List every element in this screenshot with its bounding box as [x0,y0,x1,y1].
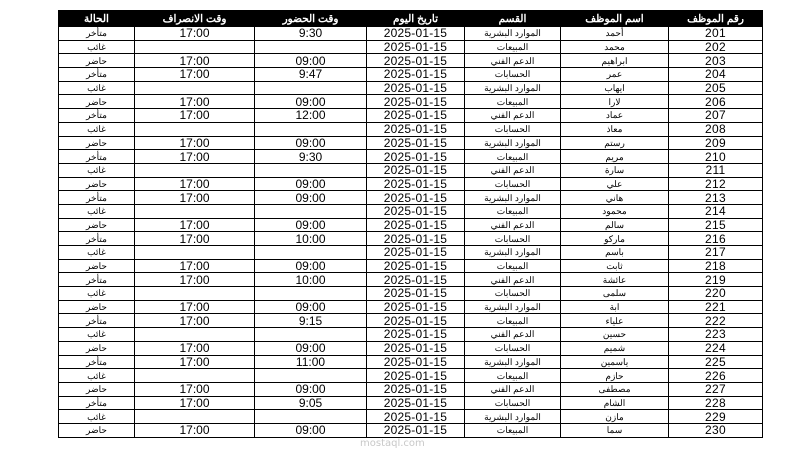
employee-id-cell: 218 [669,259,763,273]
check-in-cell: 09:00 [255,341,367,355]
check-in-cell: 9:15 [255,314,367,328]
employee-id-cell: 229 [669,410,763,424]
check-in-cell [255,246,367,260]
employee-name-cell: محمد [561,40,669,54]
table-row [59,109,763,123]
check-out-cell [135,81,255,95]
department-cell: الحسابات [465,177,561,191]
date-cell: 2025-01-15 [367,54,465,68]
department-cell: المبيعات [465,204,561,218]
table-row [59,177,763,191]
status-cell: حاضر [59,54,135,68]
check-in-cell: 9:47 [255,68,367,82]
date-cell: 2025-01-15 [367,246,465,260]
table-row [59,54,763,68]
date-cell: 2025-01-15 [367,177,465,191]
employee-name-cell: الشام [561,396,669,410]
check-out-cell: 17:00 [135,150,255,164]
employee-name-cell: عائشة [561,273,669,287]
department-cell: الدعم الفني [465,382,561,396]
table-row [59,287,763,301]
status-cell: حاضر [59,300,135,314]
department-cell: الدعم الفني [465,109,561,123]
employee-id-cell: 214 [669,204,763,218]
employee-name-cell: سما [561,423,669,437]
table-row [59,27,763,41]
check-out-cell: 17:00 [135,109,255,123]
employee-id-cell: 217 [669,246,763,260]
check-out-cell [135,246,255,260]
check-in-cell [255,328,367,342]
employee-name-cell: باسم [561,246,669,260]
check-out-cell: 17:00 [135,232,255,246]
status-cell: غائب [59,81,135,95]
check-out-cell: 17:00 [135,218,255,232]
employee-id-cell: 226 [669,369,763,383]
check-out-cell: 17:00 [135,396,255,410]
department-cell: الحسابات [465,287,561,301]
date-cell: 2025-01-15 [367,81,465,95]
department-cell: الحسابات [465,68,561,82]
header-status: الحالة [59,11,135,27]
check-out-cell [135,40,255,54]
status-cell: حاضر [59,136,135,150]
employee-name-cell: ثابت [561,259,669,273]
employee-id-cell: 213 [669,191,763,205]
employee-id-cell: 206 [669,95,763,109]
department-cell: الحسابات [465,396,561,410]
check-out-cell: 17:00 [135,136,255,150]
check-out-cell [135,328,255,342]
employee-id-cell: 211 [669,163,763,177]
attendance-sheet [58,10,762,438]
check-out-cell: 17:00 [135,355,255,369]
date-cell: 2025-01-15 [367,396,465,410]
check-in-cell [255,369,367,383]
department-cell: الحسابات [465,232,561,246]
header-employee-id: رقم الموظف [669,11,763,27]
employee-id-cell: 204 [669,68,763,82]
department-cell: المبيعات [465,40,561,54]
table-row [59,232,763,246]
employee-name-cell: هاني [561,191,669,205]
check-out-cell [135,410,255,424]
employee-name-cell: ياسمين [561,355,669,369]
check-in-cell: 09:00 [255,54,367,68]
status-cell: متأخر [59,355,135,369]
department-cell: الموارد البشرية [465,300,561,314]
date-cell: 2025-01-15 [367,410,465,424]
employee-name-cell: ابة [561,300,669,314]
date-cell: 2025-01-15 [367,95,465,109]
table-row [59,259,763,273]
employee-id-cell: 223 [669,328,763,342]
header-date: تاريخ اليوم [367,11,465,27]
department-cell: المبيعات [465,150,561,164]
check-in-cell: 09:00 [255,382,367,396]
check-out-cell [135,204,255,218]
status-cell: حاضر [59,423,135,437]
date-cell: 2025-01-15 [367,314,465,328]
check-out-cell: 17:00 [135,177,255,191]
check-out-cell: 17:00 [135,341,255,355]
employee-id-cell: 216 [669,232,763,246]
department-cell: الدعم الفني [465,273,561,287]
department-cell: الموارد البشرية [465,81,561,95]
department-cell: الموارد البشرية [465,191,561,205]
status-cell: غائب [59,328,135,342]
date-cell: 2025-01-15 [367,163,465,177]
check-out-cell [135,163,255,177]
employee-id-cell: 203 [669,54,763,68]
employee-id-cell: 205 [669,81,763,95]
department-cell: الموارد البشرية [465,136,561,150]
date-cell: 2025-01-15 [367,369,465,383]
status-cell: متأخر [59,27,135,41]
table-body [59,27,763,438]
status-cell: متأخر [59,191,135,205]
employee-id-cell: 215 [669,218,763,232]
employee-id-cell: 207 [669,109,763,123]
status-cell: حاضر [59,218,135,232]
table-row [59,341,763,355]
employee-name-cell: محمود [561,204,669,218]
employee-id-cell: 201 [669,27,763,41]
employee-name-cell: سلمى [561,287,669,301]
table-row [59,218,763,232]
employee-name-cell: أحمد [561,27,669,41]
date-cell: 2025-01-15 [367,40,465,54]
check-in-cell: 12:00 [255,109,367,123]
date-cell: 2025-01-15 [367,136,465,150]
header-check-in: وقت الحضور [255,11,367,27]
attendance-table [58,10,763,438]
table-row [59,396,763,410]
table-row [59,191,763,205]
status-cell: حاضر [59,382,135,396]
check-in-cell [255,287,367,301]
check-out-cell [135,122,255,136]
date-cell: 2025-01-15 [367,68,465,82]
employee-name-cell: رستم [561,136,669,150]
table-row [59,410,763,424]
status-cell: متأخر [59,314,135,328]
department-cell: الموارد البشرية [465,27,561,41]
date-cell: 2025-01-15 [367,423,465,437]
department-cell: المبيعات [465,423,561,437]
status-cell: متأخر [59,109,135,123]
check-out-cell: 17:00 [135,259,255,273]
employee-name-cell: علي [561,177,669,191]
table-row [59,382,763,396]
status-cell: غائب [59,287,135,301]
employee-id-cell: 221 [669,300,763,314]
department-cell: المبيعات [465,95,561,109]
table-row [59,328,763,342]
employee-name-cell: عماد [561,109,669,123]
employee-id-cell: 225 [669,355,763,369]
table-row [59,246,763,260]
employee-name-cell: مريم [561,150,669,164]
employee-id-cell: 224 [669,341,763,355]
check-out-cell: 17:00 [135,273,255,287]
date-cell: 2025-01-15 [367,355,465,369]
date-cell: 2025-01-15 [367,300,465,314]
status-cell: غائب [59,122,135,136]
check-out-cell: 17:00 [135,423,255,437]
employee-name-cell: شميم [561,341,669,355]
check-in-cell: 11:00 [255,355,367,369]
department-cell: الموارد البشرية [465,355,561,369]
status-cell: متأخر [59,396,135,410]
employee-id-cell: 208 [669,122,763,136]
table-row [59,163,763,177]
check-in-cell: 09:00 [255,177,367,191]
employee-name-cell: علياء [561,314,669,328]
department-cell: الدعم الفني [465,54,561,68]
table-row [59,423,763,437]
employee-id-cell: 212 [669,177,763,191]
status-cell: غائب [59,204,135,218]
employee-name-cell: عمر [561,68,669,82]
table-row [59,40,763,54]
check-out-cell: 17:00 [135,191,255,205]
date-cell: 2025-01-15 [367,382,465,396]
status-cell: غائب [59,246,135,260]
date-cell: 2025-01-15 [367,287,465,301]
header-department: القسم [465,11,561,27]
table-row [59,300,763,314]
date-cell: 2025-01-15 [367,328,465,342]
employee-name-cell: ابراهيم [561,54,669,68]
header-check-out: وقت الانصراف [135,11,255,27]
table-row [59,355,763,369]
check-in-cell: 09:00 [255,136,367,150]
check-in-cell [255,410,367,424]
status-cell: متأخر [59,232,135,246]
department-cell: الدعم الفني [465,328,561,342]
department-cell: الحسابات [465,341,561,355]
date-cell: 2025-01-15 [367,191,465,205]
employee-name-cell: سالم [561,218,669,232]
employee-id-cell: 210 [669,150,763,164]
employee-id-cell: 222 [669,314,763,328]
table-row [59,150,763,164]
department-cell: الدعم الفني [465,163,561,177]
employee-name-cell: ماركو [561,232,669,246]
date-cell: 2025-01-15 [367,204,465,218]
employee-id-cell: 228 [669,396,763,410]
check-out-cell [135,287,255,301]
check-out-cell: 17:00 [135,300,255,314]
employee-id-cell: 219 [669,273,763,287]
department-cell: الحسابات [465,122,561,136]
department-cell: الدعم الفني [465,218,561,232]
status-cell: متأخر [59,150,135,164]
department-cell: المبيعات [465,369,561,383]
date-cell: 2025-01-15 [367,341,465,355]
check-in-cell [255,40,367,54]
table-row [59,273,763,287]
status-cell: متأخر [59,273,135,287]
employee-name-cell: حازم [561,369,669,383]
status-cell: غائب [59,40,135,54]
date-cell: 2025-01-15 [367,232,465,246]
check-out-cell: 17:00 [135,95,255,109]
employee-name-cell: مصطفى [561,382,669,396]
table-row [59,122,763,136]
check-in-cell: 10:00 [255,232,367,246]
check-in-cell [255,163,367,177]
table-row [59,81,763,95]
department-cell: الموارد البشرية [465,410,561,424]
date-cell: 2025-01-15 [367,259,465,273]
status-cell: حاضر [59,341,135,355]
date-cell: 2025-01-15 [367,150,465,164]
check-in-cell: 9:30 [255,150,367,164]
status-cell: غائب [59,163,135,177]
watermark: mostaql.com [360,438,425,449]
date-cell: 2025-01-15 [367,109,465,123]
department-cell: الموارد البشرية [465,246,561,260]
check-in-cell: 9:30 [255,27,367,41]
table-row [59,136,763,150]
date-cell: 2025-01-15 [367,27,465,41]
status-cell: حاضر [59,177,135,191]
table-row [59,68,763,82]
header-employee-name: اسم الموظف [561,11,669,27]
employee-id-cell: 227 [669,382,763,396]
employee-id-cell: 209 [669,136,763,150]
employee-name-cell: سارة [561,163,669,177]
check-in-cell: 09:00 [255,95,367,109]
status-cell: حاضر [59,95,135,109]
status-cell: غائب [59,410,135,424]
department-cell: المبيعات [465,314,561,328]
check-out-cell: 17:00 [135,382,255,396]
check-in-cell [255,122,367,136]
check-in-cell [255,204,367,218]
department-cell: المبيعات [465,259,561,273]
employee-name-cell: مازن [561,410,669,424]
check-out-cell [135,369,255,383]
status-cell: غائب [59,369,135,383]
status-cell: حاضر [59,259,135,273]
employee-id-cell: 230 [669,423,763,437]
check-in-cell: 09:00 [255,218,367,232]
check-in-cell: 9:05 [255,396,367,410]
check-out-cell: 17:00 [135,314,255,328]
check-in-cell: 09:00 [255,259,367,273]
employee-id-cell: 202 [669,40,763,54]
table-row [59,314,763,328]
table-row [59,204,763,218]
table-row [59,369,763,383]
date-cell: 2025-01-15 [367,122,465,136]
employee-name-cell: معاذ [561,122,669,136]
status-cell: متأخر [59,68,135,82]
employee-name-cell: ايهاب [561,81,669,95]
check-out-cell: 17:00 [135,27,255,41]
check-in-cell: 09:00 [255,191,367,205]
check-out-cell: 17:00 [135,54,255,68]
check-out-cell: 17:00 [135,68,255,82]
check-in-cell [255,81,367,95]
employee-name-cell: لارا [561,95,669,109]
employee-name-cell: حسين [561,328,669,342]
header-row [59,11,763,27]
table-row [59,95,763,109]
employee-id-cell: 220 [669,287,763,301]
date-cell: 2025-01-15 [367,218,465,232]
check-in-cell: 09:00 [255,300,367,314]
date-cell: 2025-01-15 [367,273,465,287]
check-in-cell: 10:00 [255,273,367,287]
check-in-cell: 09:00 [255,423,367,437]
